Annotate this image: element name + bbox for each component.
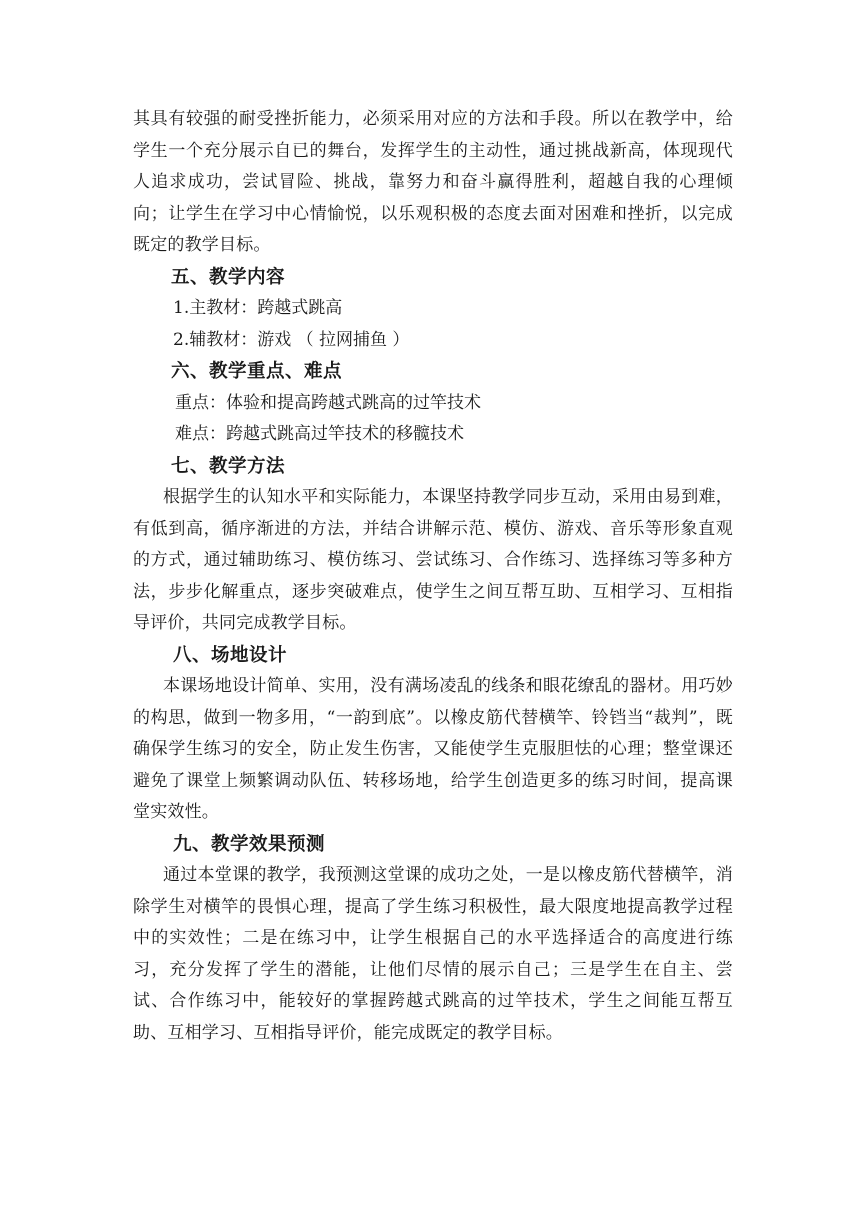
section-heading-key-difficult-points: 六、教学重点、难点 [171,361,343,382]
document-page [133,104,733,1049]
section-heading-venue-design: 八、场地设计 [173,644,288,666]
section-heading-teaching-method: 七、教学方法 [171,455,286,477]
teaching-method-paragraph: 根据学生的认知水平和实际能力，本课坚持教学同步互动，采用由易到难，有低到高，循序渐进的方法，并结合讲解示范、模仿、游戏、音乐等形象直观的方式，通过辅助练习、模仿练习、尝试练习、合作练习、选择练习等多种方法，步步化解重点，逐步突破难点，使学生之间互帮互助、互相学习、互相指导评价，共同完成教学目标。 [133,487,733,633]
section-heading-teaching-content: 五、教学内容 [171,266,286,288]
list-item-key-point: 重点：体验和提高跨越式跳高的过竿技术 [175,392,481,413]
list-item-main-material: 1.主教材：跨越式跳高 [173,298,343,318]
list-item-difficult-point: 难点：跨越式跳高过竿技术的移髋技术 [175,424,464,444]
section-heading-effect-prediction: 九、教学效果预测 [173,833,326,855]
list-item-auxiliary-material: 2.辅教材：游戏 （ 拉网捕鱼 ） [173,329,410,350]
continuation-paragraph: 其具有较强的耐受挫折能力，必须采用对应的方法和手段。所以在教学中，给学生一个充分展示自已的舞台，发挥学生的主动性，通过挑战新高，体现现代人追求成功，尝试冒险、挑战，靠努力和奋斗赢得胜利，超越自我的心理倾向；让学生在学习中心情愉悦，以乐观积极的态度去面对困难和挫折，以完成既定的教学目标。 [133,109,733,255]
effect-prediction-paragraph: 通过本堂课的教学，我预测这堂课的成功之处，一是以橡皮筋代替横竿，消除学生对横竿的畏惧心理，提高了学生练习积极性，最大限度地提高教学过程中的实效性；二是在练习中，让学生根据自己的水平选择适合的高度进行练习，充分发挥了学生的潜能，让他们尽情的展示自己；三是学生在自主、尝试、合作练习中，能较好的掌握跨越式跳高的过竿技术，学生之间能互帮互助、互相学习、互相指导评价，能完成既定的教学目标。 [133,865,733,1043]
venue-design-paragraph: 本课场地设计简单、实用，没有满场凌乱的线条和眼花缭乱的器材。用巧妙的构思，做到一物多用，“一韵到底”。以橡皮筋代替横竿、铃铛当“裁判”，既确保学生练习的安全，防止发生伤害，又能使学生克服胆怯的心理；整堂课还避免了课堂上频繁调动队伍、转移场地，给学生创造更多的练习时间，提高课堂实效性。 [133,676,733,822]
